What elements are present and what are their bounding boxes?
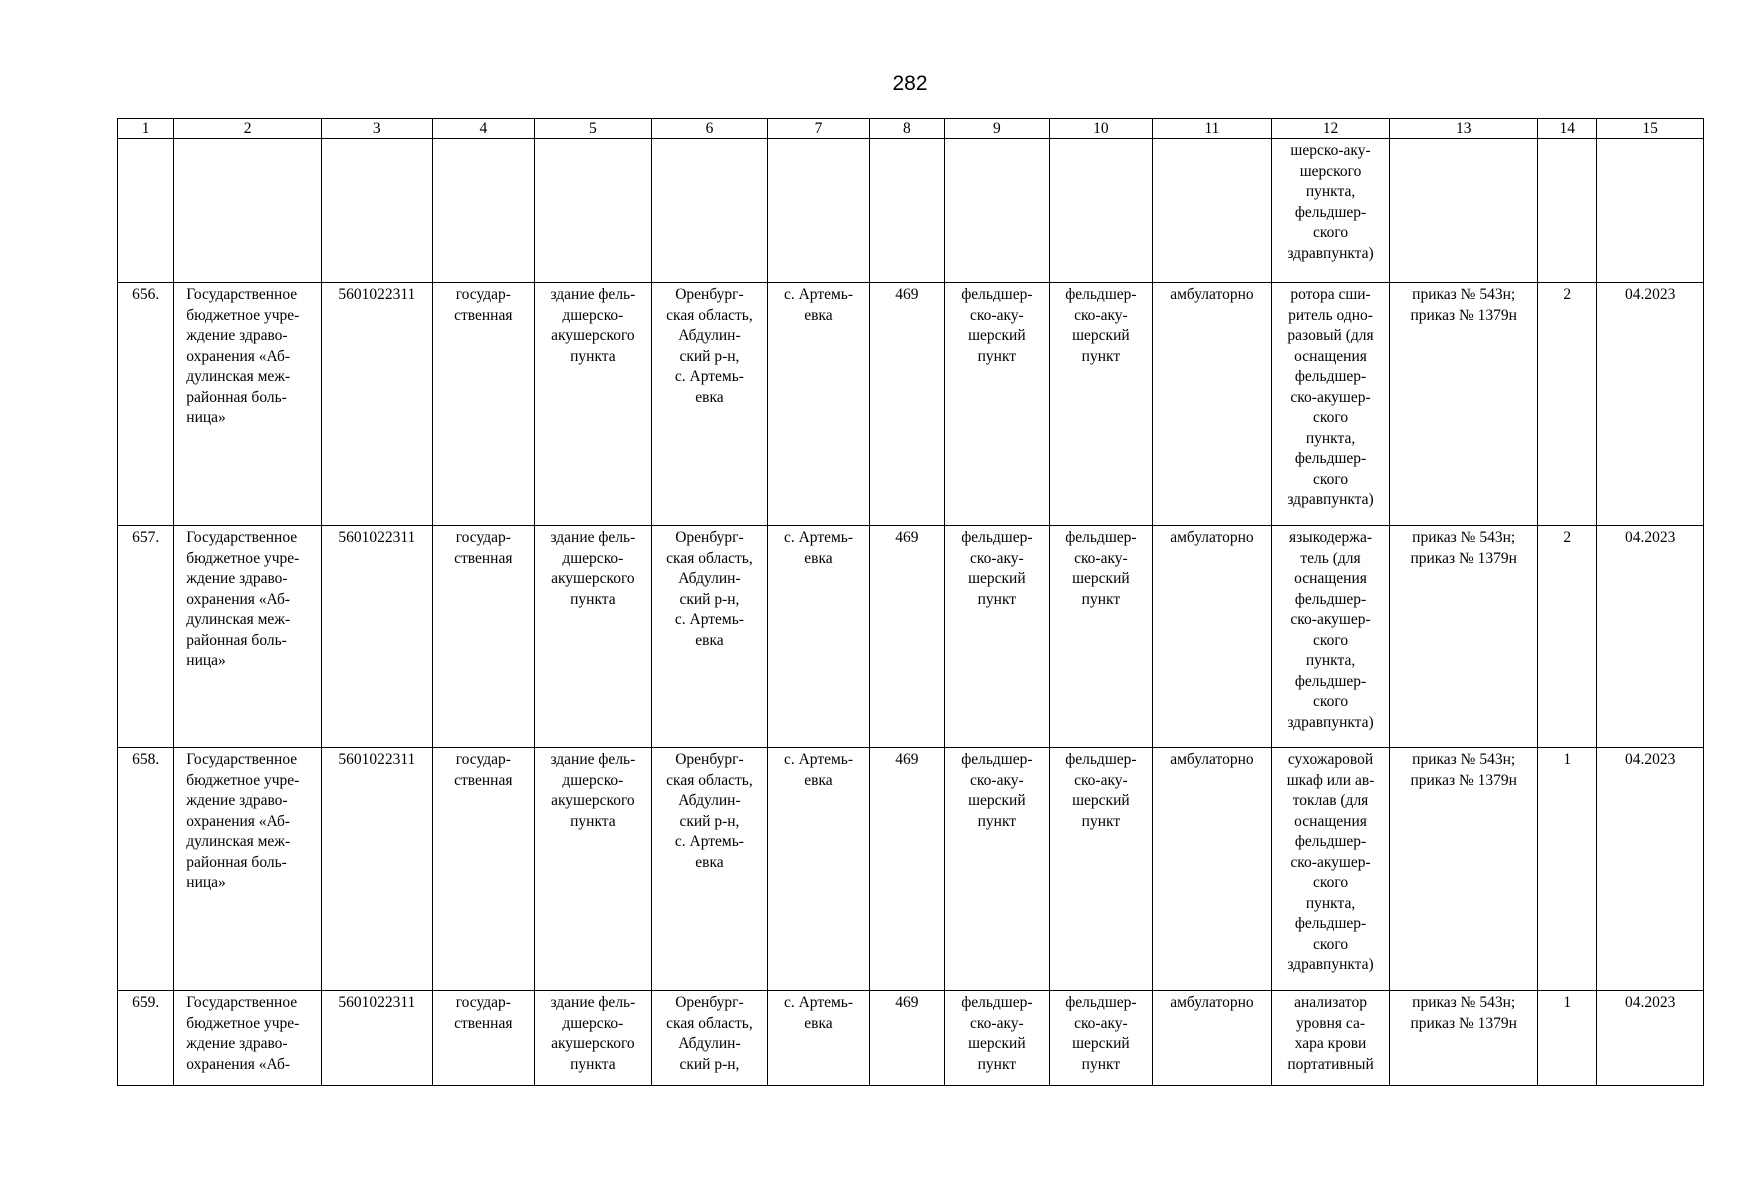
unit-name-cell: фельдшер- ско-аку- шерский пункт — [1049, 283, 1153, 526]
column-number: 12 — [1271, 119, 1390, 139]
organization-cell: Государственное бюджетное учре- ждение здраво- охранения «Аб- — [174, 991, 322, 1086]
unit-name-cell: фельдшер- ско-аку- шерский пункт — [1049, 991, 1153, 1086]
unit-type-cell: фельдшер- ско-аку- шерский пункт — [945, 526, 1050, 748]
row-number-cell: 656. — [118, 283, 174, 526]
order-cell: приказ № 543н; приказ № 1379н — [1390, 526, 1538, 748]
column-number: 15 — [1597, 119, 1704, 139]
page-number: 282 — [892, 72, 928, 95]
order-cell: приказ № 543н; приказ № 1379н — [1390, 991, 1538, 1086]
table-cell — [174, 139, 322, 283]
unit-type-cell: фельдшер- ско-аку- шерский пункт — [945, 283, 1050, 526]
column-number: 8 — [869, 119, 944, 139]
address-cell: Оренбург- ская область, Абдулин- ский р-н, с. Артемь- евка — [651, 526, 768, 748]
column-number: 11 — [1153, 119, 1272, 139]
column-number-row — [118, 119, 1704, 139]
unit-name-cell: фельдшер- ско-аку- шерский пункт — [1049, 526, 1153, 748]
locality-cell: с. Артемь- евка — [768, 283, 870, 526]
table-row — [118, 991, 1704, 1086]
care-form-cell: амбулаторно — [1153, 526, 1272, 748]
quantity-cell: 2 — [1538, 283, 1597, 526]
code-cell: 469 — [869, 283, 944, 526]
date-cell: 04.2023 — [1597, 748, 1704, 991]
building-cell: здание фель- дшерско- акушерского пункта — [535, 283, 652, 526]
row-number-cell: 659. — [118, 991, 174, 1086]
equipment-cell: сухожаровой шкаф или ав- токлав (для оснащения фельдшер- ско-акушер- ского пункта, фельдшер- ского здравпункта) — [1271, 748, 1390, 991]
table-row — [118, 526, 1704, 748]
care-form-cell: амбулаторно — [1153, 283, 1272, 526]
quantity-cell: 2 — [1538, 526, 1597, 748]
table-cell — [869, 139, 944, 283]
column-number: 6 — [651, 119, 768, 139]
column-number: 4 — [432, 119, 535, 139]
order-cell: приказ № 543н; приказ № 1379н — [1390, 748, 1538, 991]
column-number: 14 — [1538, 119, 1597, 139]
building-cell: здание фель- дшерско- акушерского пункта — [535, 748, 652, 991]
ownership-cell: государ- ственная — [432, 283, 535, 526]
unit-type-cell: фельдшер- ско-аку- шерский пункт — [945, 991, 1050, 1086]
table-cell — [322, 139, 433, 283]
column-number: 5 — [535, 119, 652, 139]
table-cell — [432, 139, 535, 283]
column-number: 10 — [1049, 119, 1153, 139]
care-form-cell: амбулаторно — [1153, 991, 1272, 1086]
table-cell — [768, 139, 870, 283]
column-number: 7 — [768, 119, 870, 139]
address-cell: Оренбург- ская область, Абдулин- ский р-н, с. Артемь- евка — [651, 283, 768, 526]
locality-cell: с. Артемь- евка — [768, 991, 870, 1086]
table-cell — [1597, 139, 1704, 283]
row-number-cell: 657. — [118, 526, 174, 748]
equipment-cell: шерско-аку- шерского пункта, фельдшер- ского здравпункта) — [1271, 139, 1390, 283]
inn-cell: 5601022311 — [322, 991, 433, 1086]
building-cell: здание фель- дшерско- акушерского пункта — [535, 991, 652, 1086]
table-cell — [1538, 139, 1597, 283]
organization-cell: Государственное бюджетное учре- ждение здраво- охранения «Аб- дулинская меж- районная боль- ница» — [174, 283, 322, 526]
table-cell — [1390, 139, 1538, 283]
equipment-cell: анализатор уровня са- хара крови портативный — [1271, 991, 1390, 1086]
column-number: 3 — [322, 119, 433, 139]
table-row — [118, 748, 1704, 991]
address-cell: Оренбург- ская область, Абдулин- ский р-н, с. Артемь- евка — [651, 748, 768, 991]
column-number: 1 — [118, 119, 174, 139]
order-cell: приказ № 543н; приказ № 1379н — [1390, 283, 1538, 526]
building-cell: здание фель- дшерско- акушерского пункта — [535, 526, 652, 748]
equipment-cell: языкодержа- тель (для оснащения фельдшер- ско-акушер- ского пункта, фельдшер- ского здравпункта) — [1271, 526, 1390, 748]
ownership-cell: государ- ственная — [432, 748, 535, 991]
locality-cell: с. Артемь- евка — [768, 748, 870, 991]
inn-cell: 5601022311 — [322, 283, 433, 526]
care-form-cell: амбулаторно — [1153, 748, 1272, 991]
table-cell — [651, 139, 768, 283]
date-cell: 04.2023 — [1597, 283, 1704, 526]
inn-cell: 5601022311 — [322, 526, 433, 748]
continuation-row — [118, 139, 1704, 283]
date-cell: 04.2023 — [1597, 526, 1704, 748]
unit-name-cell: фельдшер- ско-аку- шерский пункт — [1049, 748, 1153, 991]
table-cell — [1153, 139, 1272, 283]
date-cell: 04.2023 — [1597, 991, 1704, 1086]
table-cell — [945, 139, 1050, 283]
code-cell: 469 — [869, 526, 944, 748]
column-number: 9 — [945, 119, 1050, 139]
table-cell — [1049, 139, 1153, 283]
equipment-cell: ротора сши- ритель одно- разовый (для оснащения фельдшер- ско-акушер- ского пункта, фельдшер- ского здравпункта) — [1271, 283, 1390, 526]
unit-type-cell: фельдшер- ско-аку- шерский пункт — [945, 748, 1050, 991]
table-cell — [535, 139, 652, 283]
row-number-cell: 658. — [118, 748, 174, 991]
code-cell: 469 — [869, 991, 944, 1086]
inn-cell: 5601022311 — [322, 748, 433, 991]
quantity-cell: 1 — [1538, 748, 1597, 991]
organization-cell: Государственное бюджетное учре- ждение здраво- охранения «Аб- дулинская меж- районная боль- ница» — [174, 526, 322, 748]
organization-cell: Государственное бюджетное учре- ждение здраво- охранения «Аб- дулинская меж- районная боль- ница» — [174, 748, 322, 991]
registry-table — [117, 118, 1704, 1086]
code-cell: 469 — [869, 748, 944, 991]
locality-cell: с. Артемь- евка — [768, 526, 870, 748]
table-cell — [118, 139, 174, 283]
ownership-cell: государ- ственная — [432, 991, 535, 1086]
table-row — [118, 283, 1704, 526]
column-number: 2 — [174, 119, 322, 139]
column-number: 13 — [1390, 119, 1538, 139]
ownership-cell: государ- ственная — [432, 526, 535, 748]
quantity-cell: 1 — [1538, 991, 1597, 1086]
address-cell: Оренбург- ская область, Абдулин- ский р-н, — [651, 991, 768, 1086]
